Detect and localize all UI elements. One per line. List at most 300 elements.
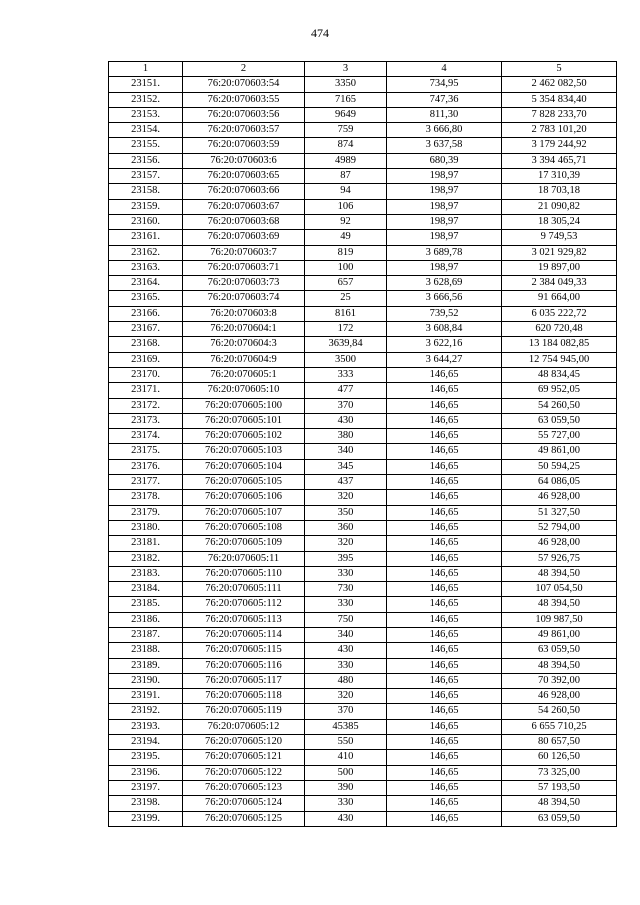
table-cell: 146,65	[387, 597, 502, 612]
table-cell: 23194.	[109, 735, 183, 750]
table-cell: 330	[305, 597, 387, 612]
table-cell: 109 987,50	[502, 612, 617, 627]
table-cell: 3500	[305, 352, 387, 367]
table-cell: 76:20:070605:115	[183, 643, 305, 658]
table-cell: 23191.	[109, 689, 183, 704]
table-cell: 23166.	[109, 306, 183, 321]
table-cell: 23184.	[109, 582, 183, 597]
column-header: 1	[109, 62, 183, 77]
table-cell: 19 897,00	[502, 260, 617, 275]
table-cell: 76:20:070605:109	[183, 536, 305, 551]
table-cell: 480	[305, 673, 387, 688]
table-cell: 76:20:070605:101	[183, 413, 305, 428]
table-cell: 198,97	[387, 199, 502, 214]
table-cell: 146,65	[387, 459, 502, 474]
table-row	[109, 505, 617, 520]
table-cell: 45385	[305, 719, 387, 734]
table-cell: 23179.	[109, 505, 183, 520]
table-row	[109, 704, 617, 719]
table-cell: 23183.	[109, 566, 183, 581]
table-cell: 146,65	[387, 429, 502, 444]
table-cell: 50 594,25	[502, 459, 617, 474]
table-row	[109, 398, 617, 413]
table-cell: 9 749,53	[502, 230, 617, 245]
table-cell: 54 260,50	[502, 704, 617, 719]
table-cell: 146,65	[387, 673, 502, 688]
table-row	[109, 750, 617, 765]
table-cell: 146,65	[387, 780, 502, 795]
table-cell: 7165	[305, 92, 387, 107]
table-row	[109, 582, 617, 597]
table-cell: 60 126,50	[502, 750, 617, 765]
table-cell: 146,65	[387, 566, 502, 581]
table-row	[109, 490, 617, 505]
table-cell: 680,39	[387, 153, 502, 168]
table-row	[109, 536, 617, 551]
table-cell: 23165.	[109, 291, 183, 306]
table-cell: 76:20:070605:1	[183, 367, 305, 382]
table-cell: 64 086,05	[502, 475, 617, 490]
table-cell: 146,65	[387, 704, 502, 719]
table-cell: 76:20:070603:56	[183, 107, 305, 122]
table-cell: 320	[305, 490, 387, 505]
table-cell: 8161	[305, 306, 387, 321]
table-cell: 23199.	[109, 811, 183, 826]
table-cell: 3 637,58	[387, 138, 502, 153]
table-cell: 76:20:070605:102	[183, 429, 305, 444]
table-row	[109, 291, 617, 306]
table-cell: 395	[305, 551, 387, 566]
table-cell: 48 394,50	[502, 597, 617, 612]
table-cell: 730	[305, 582, 387, 597]
table-cell: 23164.	[109, 276, 183, 291]
table-cell: 76:20:070605:108	[183, 520, 305, 535]
table-cell: 146,65	[387, 536, 502, 551]
table-cell: 360	[305, 520, 387, 535]
table-cell: 21 090,82	[502, 199, 617, 214]
table-cell: 370	[305, 704, 387, 719]
table-cell: 80 657,50	[502, 735, 617, 750]
table-row	[109, 123, 617, 138]
table-cell: 18 703,18	[502, 184, 617, 199]
table-cell: 198,97	[387, 214, 502, 229]
table-cell: 23175.	[109, 444, 183, 459]
table-cell: 146,65	[387, 398, 502, 413]
table-cell: 76:20:070605:125	[183, 811, 305, 826]
table-cell: 46 928,00	[502, 536, 617, 551]
table-cell: 23174.	[109, 429, 183, 444]
table-cell: 330	[305, 658, 387, 673]
table-cell: 340	[305, 444, 387, 459]
table-cell: 7 828 233,70	[502, 107, 617, 122]
table-cell: 350	[305, 505, 387, 520]
column-header: 5	[502, 62, 617, 77]
table-cell: 76:20:070603:67	[183, 199, 305, 214]
table-cell: 54 260,50	[502, 398, 617, 413]
table-cell: 146,65	[387, 658, 502, 673]
table-cell: 23163.	[109, 260, 183, 275]
table-cell: 23169.	[109, 352, 183, 367]
table-row	[109, 214, 617, 229]
table-cell: 23193.	[109, 719, 183, 734]
table-cell: 3 644,27	[387, 352, 502, 367]
table-cell: 198,97	[387, 169, 502, 184]
table-row	[109, 643, 617, 658]
table-cell: 6 035 222,72	[502, 306, 617, 321]
table-row	[109, 673, 617, 688]
table-cell: 23151.	[109, 77, 183, 92]
table-row	[109, 811, 617, 826]
table-row	[109, 765, 617, 780]
table-row	[109, 719, 617, 734]
table-cell: 198,97	[387, 230, 502, 245]
table-cell: 55 727,00	[502, 429, 617, 444]
table-cell: 3 689,78	[387, 245, 502, 260]
table-cell: 49 861,00	[502, 627, 617, 642]
table-row	[109, 429, 617, 444]
table-cell: 146,65	[387, 719, 502, 734]
table-cell: 146,65	[387, 750, 502, 765]
table-cell: 23192.	[109, 704, 183, 719]
table-cell: 23176.	[109, 459, 183, 474]
table-cell: 23159.	[109, 199, 183, 214]
table-cell: 23185.	[109, 597, 183, 612]
table-cell: 23180.	[109, 520, 183, 535]
table-cell: 380	[305, 429, 387, 444]
table-cell: 76:20:070605:107	[183, 505, 305, 520]
table-row	[109, 245, 617, 260]
table-cell: 87	[305, 169, 387, 184]
table-cell: 57 926,75	[502, 551, 617, 566]
table-cell: 146,65	[387, 367, 502, 382]
table-row	[109, 780, 617, 795]
table-row	[109, 230, 617, 245]
table-cell: 146,65	[387, 627, 502, 642]
table-cell: 48 834,45	[502, 367, 617, 382]
table-cell: 333	[305, 367, 387, 382]
table-cell: 106	[305, 199, 387, 214]
table-cell: 91 664,00	[502, 291, 617, 306]
table-cell: 49	[305, 230, 387, 245]
table-cell: 23172.	[109, 398, 183, 413]
table-cell: 63 059,50	[502, 811, 617, 826]
table-cell: 76:20:070605:103	[183, 444, 305, 459]
table-cell: 739,52	[387, 306, 502, 321]
table-row	[109, 383, 617, 398]
table-row	[109, 153, 617, 168]
table-cell: 2 384 049,33	[502, 276, 617, 291]
table-row	[109, 627, 617, 642]
table-row	[109, 689, 617, 704]
table-cell: 76:20:070603:7	[183, 245, 305, 260]
table-cell: 146,65	[387, 490, 502, 505]
table-cell: 146,65	[387, 689, 502, 704]
table-cell: 2 783 101,20	[502, 123, 617, 138]
table-cell: 76:20:070603:54	[183, 77, 305, 92]
table-cell: 76:20:070605:117	[183, 673, 305, 688]
table-cell: 51 327,50	[502, 505, 617, 520]
table-cell: 811,30	[387, 107, 502, 122]
table-cell: 3350	[305, 77, 387, 92]
table-cell: 3 179 244,92	[502, 138, 617, 153]
table-cell: 76:20:070605:114	[183, 627, 305, 642]
table-row	[109, 337, 617, 352]
table-row	[109, 169, 617, 184]
table-cell: 23196.	[109, 765, 183, 780]
table-cell: 46 928,00	[502, 490, 617, 505]
table-cell: 13 184 082,85	[502, 337, 617, 352]
table-row	[109, 444, 617, 459]
table-body	[109, 77, 617, 827]
table-cell: 63 059,50	[502, 413, 617, 428]
column-header: 4	[387, 62, 502, 77]
table-cell: 23197.	[109, 780, 183, 795]
table-cell: 477	[305, 383, 387, 398]
table-cell: 48 394,50	[502, 566, 617, 581]
table-cell: 76:20:070604:1	[183, 322, 305, 337]
table-cell: 146,65	[387, 444, 502, 459]
table-cell: 370	[305, 398, 387, 413]
table-cell: 3 622,16	[387, 337, 502, 352]
table-cell: 146,65	[387, 765, 502, 780]
table-cell: 3 394 465,71	[502, 153, 617, 168]
table-cell: 23189.	[109, 658, 183, 673]
table-cell: 410	[305, 750, 387, 765]
table-cell: 146,65	[387, 643, 502, 658]
table-cell: 23162.	[109, 245, 183, 260]
table-cell: 76:20:070605:12	[183, 719, 305, 734]
table-cell: 76:20:070605:118	[183, 689, 305, 704]
table-cell: 9649	[305, 107, 387, 122]
table-header-row	[109, 62, 617, 77]
table-cell: 76:20:070604:3	[183, 337, 305, 352]
table-cell: 345	[305, 459, 387, 474]
table-cell: 23168.	[109, 337, 183, 352]
table-row	[109, 597, 617, 612]
table-cell: 320	[305, 536, 387, 551]
table-row	[109, 260, 617, 275]
table-cell: 76:20:070605:119	[183, 704, 305, 719]
table-cell: 23178.	[109, 490, 183, 505]
table-cell: 12 754 945,00	[502, 352, 617, 367]
table-row	[109, 612, 617, 627]
table-cell: 52 794,00	[502, 520, 617, 535]
table-row	[109, 566, 617, 581]
table-cell: 2 462 082,50	[502, 77, 617, 92]
table-cell: 23152.	[109, 92, 183, 107]
table-cell: 23186.	[109, 612, 183, 627]
table-cell: 63 059,50	[502, 643, 617, 658]
table-row	[109, 138, 617, 153]
table-cell: 750	[305, 612, 387, 627]
table-cell: 23156.	[109, 153, 183, 168]
table-cell: 23198.	[109, 796, 183, 811]
table-row	[109, 367, 617, 382]
table-cell: 76:20:070605:106	[183, 490, 305, 505]
table-cell: 550	[305, 735, 387, 750]
table-cell: 57 193,50	[502, 780, 617, 795]
column-header: 3	[305, 62, 387, 77]
table-cell: 23160.	[109, 214, 183, 229]
table-cell: 146,65	[387, 612, 502, 627]
table-cell: 92	[305, 214, 387, 229]
table-cell: 25	[305, 291, 387, 306]
table-cell: 76:20:070603:59	[183, 138, 305, 153]
table-cell: 76:20:070605:11	[183, 551, 305, 566]
table-row	[109, 413, 617, 428]
table-cell: 390	[305, 780, 387, 795]
table-cell: 76:20:070605:124	[183, 796, 305, 811]
table-cell: 198,97	[387, 184, 502, 199]
table-cell: 49 861,00	[502, 444, 617, 459]
table-cell: 759	[305, 123, 387, 138]
table-cell: 734,95	[387, 77, 502, 92]
table-cell: 330	[305, 566, 387, 581]
table-cell: 23158.	[109, 184, 183, 199]
table-row	[109, 520, 617, 535]
table-row	[109, 184, 617, 199]
table-cell: 3 021 929,82	[502, 245, 617, 260]
table-row	[109, 551, 617, 566]
table-cell: 48 394,50	[502, 796, 617, 811]
table-cell: 23187.	[109, 627, 183, 642]
table-cell: 146,65	[387, 413, 502, 428]
table-row	[109, 322, 617, 337]
table-cell: 500	[305, 765, 387, 780]
table-cell: 76:20:070605:123	[183, 780, 305, 795]
table-cell: 146,65	[387, 796, 502, 811]
table-cell: 657	[305, 276, 387, 291]
table-cell: 747,36	[387, 92, 502, 107]
table-cell: 3639,84	[305, 337, 387, 352]
table-cell: 172	[305, 322, 387, 337]
table-row	[109, 107, 617, 122]
table-cell: 76:20:070605:110	[183, 566, 305, 581]
table-cell: 76:20:070605:105	[183, 475, 305, 490]
table-cell: 23177.	[109, 475, 183, 490]
table-cell: 146,65	[387, 520, 502, 535]
table-cell: 23153.	[109, 107, 183, 122]
table-cell: 146,65	[387, 582, 502, 597]
table-cell: 46 928,00	[502, 689, 617, 704]
table-cell: 76:20:070605:122	[183, 765, 305, 780]
table-cell: 23190.	[109, 673, 183, 688]
table-cell: 70 392,00	[502, 673, 617, 688]
table-cell: 76:20:070603:55	[183, 92, 305, 107]
table-row	[109, 276, 617, 291]
table-row	[109, 475, 617, 490]
table-cell: 23154.	[109, 123, 183, 138]
table-cell: 76:20:070605:120	[183, 735, 305, 750]
table-cell: 330	[305, 796, 387, 811]
table-cell: 76:20:070603:57	[183, 123, 305, 138]
table-cell: 76:20:070603:8	[183, 306, 305, 321]
table-cell: 23170.	[109, 367, 183, 382]
table-cell: 23188.	[109, 643, 183, 658]
table-row	[109, 77, 617, 92]
table-cell: 23173.	[109, 413, 183, 428]
table-cell: 198,97	[387, 260, 502, 275]
table-cell: 107 054,50	[502, 582, 617, 597]
table-cell: 76:20:070605:116	[183, 658, 305, 673]
table-cell: 76:20:070605:113	[183, 612, 305, 627]
table-cell: 76:20:070603:66	[183, 184, 305, 199]
table-cell: 76:20:070603:73	[183, 276, 305, 291]
table-row	[109, 658, 617, 673]
table-cell: 3 666,56	[387, 291, 502, 306]
table-cell: 23182.	[109, 551, 183, 566]
table-cell: 76:20:070605:112	[183, 597, 305, 612]
table-cell: 146,65	[387, 735, 502, 750]
table-cell: 146,65	[387, 383, 502, 398]
table-cell: 23181.	[109, 536, 183, 551]
table-row	[109, 352, 617, 367]
table-cell: 819	[305, 245, 387, 260]
table-cell: 69 952,05	[502, 383, 617, 398]
table-cell: 76:20:070603:6	[183, 153, 305, 168]
table-row	[109, 199, 617, 214]
table-cell: 18 305,24	[502, 214, 617, 229]
table-row	[109, 459, 617, 474]
table-row	[109, 735, 617, 750]
table-cell: 437	[305, 475, 387, 490]
table-cell: 320	[305, 689, 387, 704]
table-cell: 76:20:070604:9	[183, 352, 305, 367]
table-cell: 23171.	[109, 383, 183, 398]
table-cell: 146,65	[387, 811, 502, 826]
table-cell: 430	[305, 413, 387, 428]
table-cell: 6 655 710,25	[502, 719, 617, 734]
table-cell: 620 720,48	[502, 322, 617, 337]
table-row	[109, 306, 617, 321]
table-cell: 5 354 834,40	[502, 92, 617, 107]
table-cell: 76:20:070605:121	[183, 750, 305, 765]
table-cell: 23161.	[109, 230, 183, 245]
table-cell: 76:20:070603:71	[183, 260, 305, 275]
table-cell: 146,65	[387, 475, 502, 490]
table-cell: 23195.	[109, 750, 183, 765]
table-row	[109, 92, 617, 107]
table-cell: 23155.	[109, 138, 183, 153]
table-cell: 23167.	[109, 322, 183, 337]
table-cell: 76:20:070605:100	[183, 398, 305, 413]
table-cell: 76:20:070603:68	[183, 214, 305, 229]
table-cell: 73 325,00	[502, 765, 617, 780]
table-cell: 146,65	[387, 505, 502, 520]
table-cell: 340	[305, 627, 387, 642]
column-header: 2	[183, 62, 305, 77]
cadastral-table	[108, 61, 617, 827]
table-cell: 3 608,84	[387, 322, 502, 337]
table-cell: 100	[305, 260, 387, 275]
table-cell: 146,65	[387, 551, 502, 566]
table-cell: 3 666,80	[387, 123, 502, 138]
table-cell: 3 628,69	[387, 276, 502, 291]
table-cell: 17 310,39	[502, 169, 617, 184]
table-cell: 76:20:070605:104	[183, 459, 305, 474]
table-cell: 4989	[305, 153, 387, 168]
table-row	[109, 796, 617, 811]
table-cell: 48 394,50	[502, 658, 617, 673]
table-cell: 430	[305, 643, 387, 658]
table-cell: 76:20:070603:69	[183, 230, 305, 245]
table-cell: 76:20:070603:65	[183, 169, 305, 184]
table-cell: 76:20:070605:111	[183, 582, 305, 597]
table-cell: 874	[305, 138, 387, 153]
table-cell: 76:20:070605:10	[183, 383, 305, 398]
table-cell: 76:20:070603:74	[183, 291, 305, 306]
page-number: 474	[311, 26, 329, 40]
